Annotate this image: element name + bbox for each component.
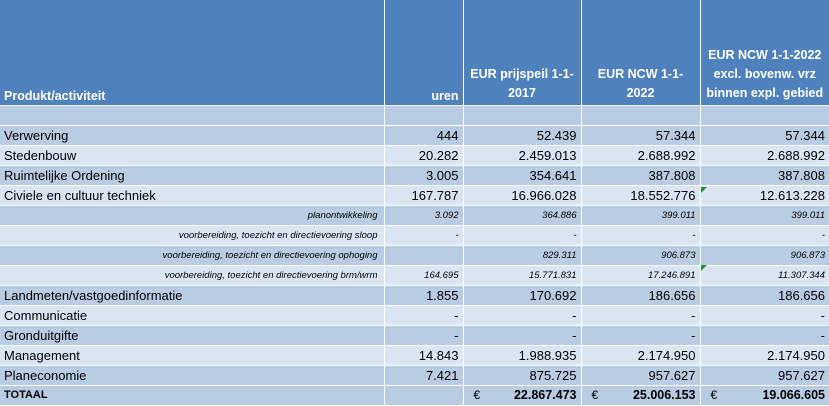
cell-eur-2017[interactable]: - bbox=[463, 325, 581, 345]
cell-eur-2017[interactable]: 16.966.028 bbox=[463, 185, 581, 205]
cell-eur-ncw-excl[interactable]: - bbox=[700, 305, 829, 325]
currency-symbol: € bbox=[591, 388, 599, 402]
cell-eur-ncw[interactable]: 387.808 bbox=[581, 165, 700, 185]
cell-hours[interactable]: 164.695 bbox=[384, 265, 463, 285]
row-label[interactable]: Verwerving bbox=[0, 125, 384, 145]
cell-eur-ncw[interactable]: 906.873 bbox=[581, 245, 700, 265]
cell-eur-ncw-excl[interactable]: 957.627 bbox=[700, 365, 829, 385]
header-eur-ncw-excl[interactable]: EUR NCW 1-1-2022 excl. bovenw. vrz binnen expl. gebied bbox=[700, 0, 829, 105]
cell-eur-ncw-excl[interactable]: 57.344 bbox=[700, 125, 829, 145]
cell-eur-ncw[interactable]: 18.552.776 bbox=[581, 185, 700, 205]
cell-eur-2017[interactable]: 2.459.013 bbox=[463, 145, 581, 165]
cell-eur-ncw[interactable]: 2.688.992 bbox=[581, 145, 700, 165]
total-eur-ncw-excl-value: 19.066.605 bbox=[762, 388, 825, 402]
spacer-cell[interactable] bbox=[384, 105, 463, 125]
table-row bbox=[0, 125, 829, 145]
cell-eur-ncw[interactable]: 17.246.891 bbox=[581, 265, 700, 285]
cell-hours[interactable]: 444 bbox=[384, 125, 463, 145]
cell-eur-ncw-excl[interactable]: 399.011 bbox=[700, 205, 829, 225]
cell-eur-2017[interactable]: - bbox=[463, 305, 581, 325]
total-eur-2017-value: 22.867.473 bbox=[513, 388, 577, 402]
total-row bbox=[0, 385, 829, 405]
spacer-cell[interactable] bbox=[0, 105, 384, 125]
cell-eur-ncw[interactable]: 57.344 bbox=[581, 125, 700, 145]
cell-hours[interactable]: 7.421 bbox=[384, 365, 463, 385]
table-row bbox=[0, 285, 829, 305]
cell-eur-2017[interactable]: 15.771.831 bbox=[463, 265, 581, 285]
row-label[interactable]: Management bbox=[0, 345, 384, 365]
header-hours[interactable]: uren bbox=[384, 0, 463, 105]
cell-eur-ncw[interactable]: 957.627 bbox=[581, 365, 700, 385]
cell-eur-2017[interactable]: 875.725 bbox=[463, 365, 581, 385]
cell-eur-ncw[interactable]: - bbox=[581, 325, 700, 345]
sub-row bbox=[0, 245, 829, 265]
comment-indicator-icon bbox=[701, 187, 707, 193]
row-label[interactable]: planontwikkeling bbox=[0, 205, 384, 225]
cell-hours[interactable]: 14.843 bbox=[384, 345, 463, 365]
row-label[interactable]: Communicatie bbox=[0, 305, 384, 325]
cell-eur-ncw[interactable]: - bbox=[581, 305, 700, 325]
cell-hours[interactable]: - bbox=[384, 225, 463, 245]
cell-eur-2017[interactable]: 354.641 bbox=[463, 165, 581, 185]
total-label[interactable]: TOTAAL bbox=[0, 385, 384, 405]
cell-hours[interactable]: 1.855 bbox=[384, 285, 463, 305]
cell-eur-ncw[interactable]: - bbox=[581, 225, 700, 245]
cell-eur-2017[interactable]: 829.311 bbox=[463, 245, 581, 265]
total-eur-ncw-excl[interactable] bbox=[700, 385, 829, 405]
sub-row bbox=[0, 205, 829, 225]
cell-eur-ncw-excl[interactable]: 2.174.950 bbox=[700, 345, 829, 365]
table-row bbox=[0, 365, 829, 385]
total-eur-ncw[interactable] bbox=[581, 385, 700, 405]
total-eur-ncw-value: 25.006.153 bbox=[632, 388, 696, 402]
currency-symbol: € bbox=[473, 388, 481, 402]
cell-hours[interactable]: - bbox=[384, 305, 463, 325]
cell-hours[interactable]: 3.005 bbox=[384, 165, 463, 185]
sub-row bbox=[0, 225, 829, 245]
cell-hours[interactable]: 20.282 bbox=[384, 145, 463, 165]
row-label[interactable]: Landmeten/vastgoedinformatie bbox=[0, 285, 384, 305]
cell-hours[interactable] bbox=[384, 245, 463, 265]
header-eur-2017[interactable]: EUR prijspeil 1-1-2017 bbox=[463, 0, 581, 105]
cell-eur-ncw-excl[interactable]: - bbox=[700, 225, 829, 245]
cell-eur-ncw-excl[interactable]: 387.808 bbox=[700, 165, 829, 185]
spacer-cell[interactable] bbox=[700, 105, 829, 125]
cell-eur-ncw[interactable]: 2.174.950 bbox=[581, 345, 700, 365]
cell-hours[interactable]: 3.092 bbox=[384, 205, 463, 225]
cell-eur-ncw-excl[interactable]: 186.656 bbox=[700, 285, 829, 305]
table-row bbox=[0, 145, 829, 165]
row-label[interactable]: voorbereiding, toezicht en directievoering brm/wrm bbox=[0, 265, 384, 285]
row-label[interactable]: voorbereiding, toezicht en directievoering ophoging bbox=[0, 245, 384, 265]
header-row bbox=[0, 0, 829, 105]
header-product[interactable]: Produkt/activiteit bbox=[0, 0, 384, 105]
cell-eur-2017[interactable]: 1.988.935 bbox=[463, 345, 581, 365]
header-eur-ncw[interactable]: EUR NCW 1-1-2022 bbox=[581, 0, 700, 105]
cell-eur-2017[interactable]: 364.886 bbox=[463, 205, 581, 225]
row-label[interactable]: Ruimtelijke Ordening bbox=[0, 165, 384, 185]
row-label[interactable]: Planeconomie bbox=[0, 365, 384, 385]
spacer-cell[interactable] bbox=[463, 105, 581, 125]
cell-hours[interactable]: 167.787 bbox=[384, 185, 463, 205]
cell-eur-ncw-excl[interactable]: - bbox=[700, 325, 829, 345]
table-row bbox=[0, 345, 829, 365]
cell-eur-ncw-excl[interactable]: 906.873 bbox=[700, 245, 829, 265]
table-row bbox=[0, 165, 829, 185]
cell-eur-2017[interactable]: 52.439 bbox=[463, 125, 581, 145]
cell-hours[interactable]: - bbox=[384, 325, 463, 345]
cell-eur-2017[interactable]: 170.692 bbox=[463, 285, 581, 305]
spacer-row bbox=[0, 105, 829, 125]
row-label[interactable]: voorbereiding, toezicht en directievoering sloop bbox=[0, 225, 384, 245]
table-row bbox=[0, 325, 829, 345]
currency-symbol: € bbox=[710, 388, 718, 402]
spacer-cell[interactable] bbox=[581, 105, 700, 125]
total-hours[interactable] bbox=[384, 385, 463, 405]
comment-indicator-icon bbox=[701, 265, 707, 271]
cell-eur-ncw-excl[interactable]: 12.613.228 bbox=[700, 185, 829, 205]
cell-eur-ncw-excl[interactable]: 2.688.992 bbox=[700, 145, 829, 165]
row-label[interactable]: Civiele en cultuur techniek bbox=[0, 185, 384, 205]
total-eur-2017[interactable] bbox=[463, 385, 581, 405]
table-row bbox=[0, 305, 829, 325]
cell-eur-ncw-excl[interactable]: 11.307.344 bbox=[700, 265, 829, 285]
cell-eur-2017[interactable]: - bbox=[463, 225, 581, 245]
cell-eur-ncw[interactable]: 186.656 bbox=[581, 285, 700, 305]
row-label[interactable]: Stedenbouw bbox=[0, 145, 384, 165]
cell-eur-ncw[interactable]: 399.011 bbox=[581, 205, 700, 225]
row-label[interactable]: Gronduitgifte bbox=[0, 325, 384, 345]
